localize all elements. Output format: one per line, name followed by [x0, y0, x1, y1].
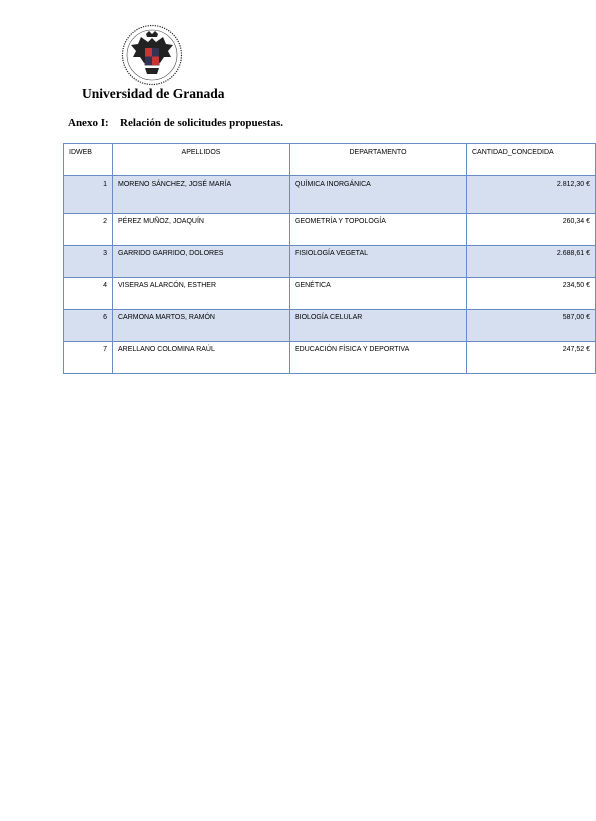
cell-idweb: 4	[64, 278, 113, 310]
table-row	[64, 278, 596, 310]
cell-cantidad: 247,52 €	[467, 342, 596, 374]
cell-idweb: 1	[64, 176, 113, 214]
cell-cantidad: 587,00 €	[467, 310, 596, 342]
cell-idweb: 7	[64, 342, 113, 374]
cell-apellidos: PÉREZ MUÑOZ, JOAQUÍN	[113, 214, 290, 246]
header-idweb: IDWEB	[64, 144, 113, 176]
results-table	[63, 143, 596, 374]
cell-idweb: 6	[64, 310, 113, 342]
annex-title: Relación de solicitudes propuestas.	[120, 117, 283, 129]
table-row	[64, 214, 596, 246]
cell-cantidad: 234,50 €	[467, 278, 596, 310]
table-header-row	[64, 144, 596, 176]
cell-apellidos: GARRIDO GARRIDO, DOLORES	[113, 246, 290, 278]
cell-apellidos: ARELLANO COLOMINA RAÚL	[113, 342, 290, 374]
cell-apellidos: CARMONA MARTOS, RAMÓN	[113, 310, 290, 342]
university-name: Universidad de Granada	[82, 86, 225, 101]
cell-apellidos: MORENO SÁNCHEZ, JOSÉ MARÍA	[113, 176, 290, 214]
cell-cantidad: 2.812,30 €	[467, 176, 596, 214]
header-cantidad: CANTIDAD_CONCEDIDA	[467, 144, 596, 176]
cell-cantidad: 260,34 €	[467, 214, 596, 246]
cell-idweb: 3	[64, 246, 113, 278]
table-row	[64, 246, 596, 278]
header-apellidos: APELLIDOS	[113, 144, 290, 176]
annex-label: Anexo I:	[68, 117, 109, 129]
cell-departamento: FISIOLOGÍA VEGETAL	[290, 246, 467, 278]
table-row	[64, 310, 596, 342]
cell-departamento: GENÉTICA	[290, 278, 467, 310]
table-row	[64, 176, 596, 214]
cell-departamento: BIOLOGÍA CELULAR	[290, 310, 467, 342]
cell-apellidos: VISERAS ALARCÓN, ESTHER	[113, 278, 290, 310]
cell-departamento: GEOMETRÍA Y TOPOLOGÍA	[290, 214, 467, 246]
cell-cantidad: 2.688,61 €	[467, 246, 596, 278]
cell-idweb: 2	[64, 214, 113, 246]
table-row	[64, 342, 596, 374]
header-departamento: DEPARTAMENTO	[290, 144, 467, 176]
cell-departamento: EDUCACIÓN FÍSICA Y DEPORTIVA	[290, 342, 467, 374]
cell-departamento: QUÍMICA INORGÁNICA	[290, 176, 467, 214]
annex-heading	[68, 117, 283, 129]
university-seal-logo	[121, 24, 183, 86]
